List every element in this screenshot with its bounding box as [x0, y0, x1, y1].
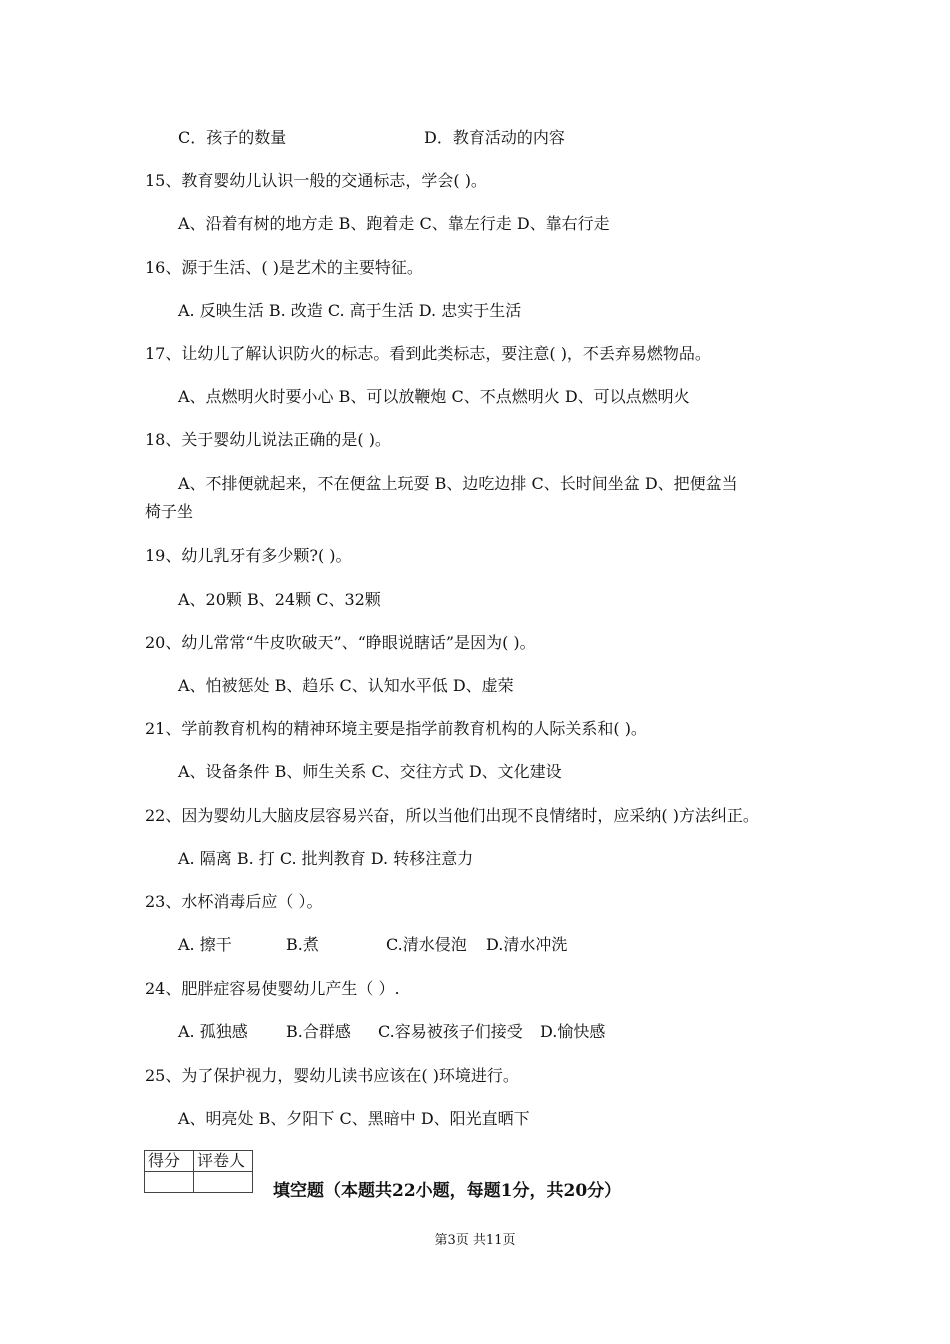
question-23-option-d: D.清水冲洗 — [486, 935, 568, 954]
question-17: 17、让幼儿了解认识防火的标志。看到此类标志，要注意( )，不丢弃易燃物品。 — [145, 344, 711, 363]
question-18-options: A、不排便就起来，不在便盆上玩耍 B、边吃边排 C、长时间坐盆 D、把便盆当 — [178, 474, 738, 493]
question-23-option-c: C.清水侵泡 — [386, 935, 467, 954]
score-table-header-row — [145, 1151, 253, 1172]
question-15: 15、教育婴幼儿认识一般的交通标志，学会( )。 — [145, 171, 487, 190]
question-20: 20、幼儿常常“牛皮吹破天”、“睁眼说瞎话”是因为( )。 — [145, 633, 536, 652]
question-23-option-a: A. 擦干 — [178, 935, 232, 954]
question-14-option-c: C．孩子的数量 — [178, 128, 287, 147]
page-footer: 第3页 共11页 — [434, 1233, 516, 1248]
question-14-option-d: D．教育活动的内容 — [424, 128, 565, 147]
question-22-options: A. 隔离 B. 打 C. 批判教育 D. 转移注意力 — [178, 849, 474, 868]
question-22: 22、因为婴幼儿大脑皮层容易兴奋，所以当他们出现不良情绪时，应采纳( )方法纠正。 — [145, 806, 759, 825]
question-20-options: A、怕被惩处 B、趋乐 C、认知水平低 D、虚荣 — [178, 676, 514, 695]
question-24-options — [178, 1022, 638, 1042]
score-table-entry-row — [145, 1172, 253, 1193]
score-header: 得分 — [145, 1151, 194, 1172]
grader-header: 评卷人 — [194, 1151, 253, 1172]
question-24-option-d: D.愉快感 — [540, 1022, 606, 1041]
question-23-options — [178, 935, 598, 955]
question-23-option-b: B.煮 — [286, 935, 319, 954]
question-24-option-b: B.合群感 — [286, 1022, 351, 1041]
grader-cell — [194, 1172, 253, 1193]
question-21: 21、学前教育机构的精神环境主要是指学前教育机构的人际关系和( )。 — [145, 719, 647, 738]
score-table — [144, 1150, 253, 1193]
question-23: 23、水杯消毒后应（ ）。 — [145, 892, 323, 911]
question-15-options: A、沿着有树的地方走 B、跑着走 C、靠左行走 D、靠右行走 — [178, 214, 610, 233]
section-title: 填空题（本题共22小题，每题1分，共20分） — [273, 1181, 622, 1201]
question-16: 16、源于生活、( )是艺术的主要特征。 — [145, 258, 423, 277]
question-25: 25、为了保护视力，婴幼儿读书应该在( )环境进行。 — [145, 1066, 519, 1085]
question-24-option-a: A. 孤独感 — [178, 1022, 248, 1041]
score-cell — [145, 1172, 194, 1193]
question-25-options: A、明亮处 B、夕阳下 C、黑暗中 D、阳光直晒下 — [178, 1109, 530, 1128]
question-18-options-continued: 椅子坐 — [145, 502, 194, 521]
question-18: 18、关于婴幼儿说法正确的是( )。 — [145, 430, 391, 449]
question-16-options: A. 反映生活 B. 改造 C. 高于生活 D. 忠实于生活 — [178, 301, 522, 320]
question-19-options: A、20颗 B、24颗 C、32颗 — [178, 590, 381, 609]
question-17-options: A、点燃明火时要小心 B、可以放鞭炮 C、不点燃明火 D、可以点燃明火 — [178, 387, 690, 406]
question-24: 24、肥胖症容易使婴幼儿产生（ ）. — [145, 979, 400, 998]
question-19: 19、幼儿乳牙有多少颗?( )。 — [145, 546, 352, 565]
question-21-options: A、设备条件 B、师生关系 C、交往方式 D、文化建设 — [178, 762, 562, 781]
question-24-option-c: C.容易被孩子们接受 — [378, 1022, 523, 1041]
